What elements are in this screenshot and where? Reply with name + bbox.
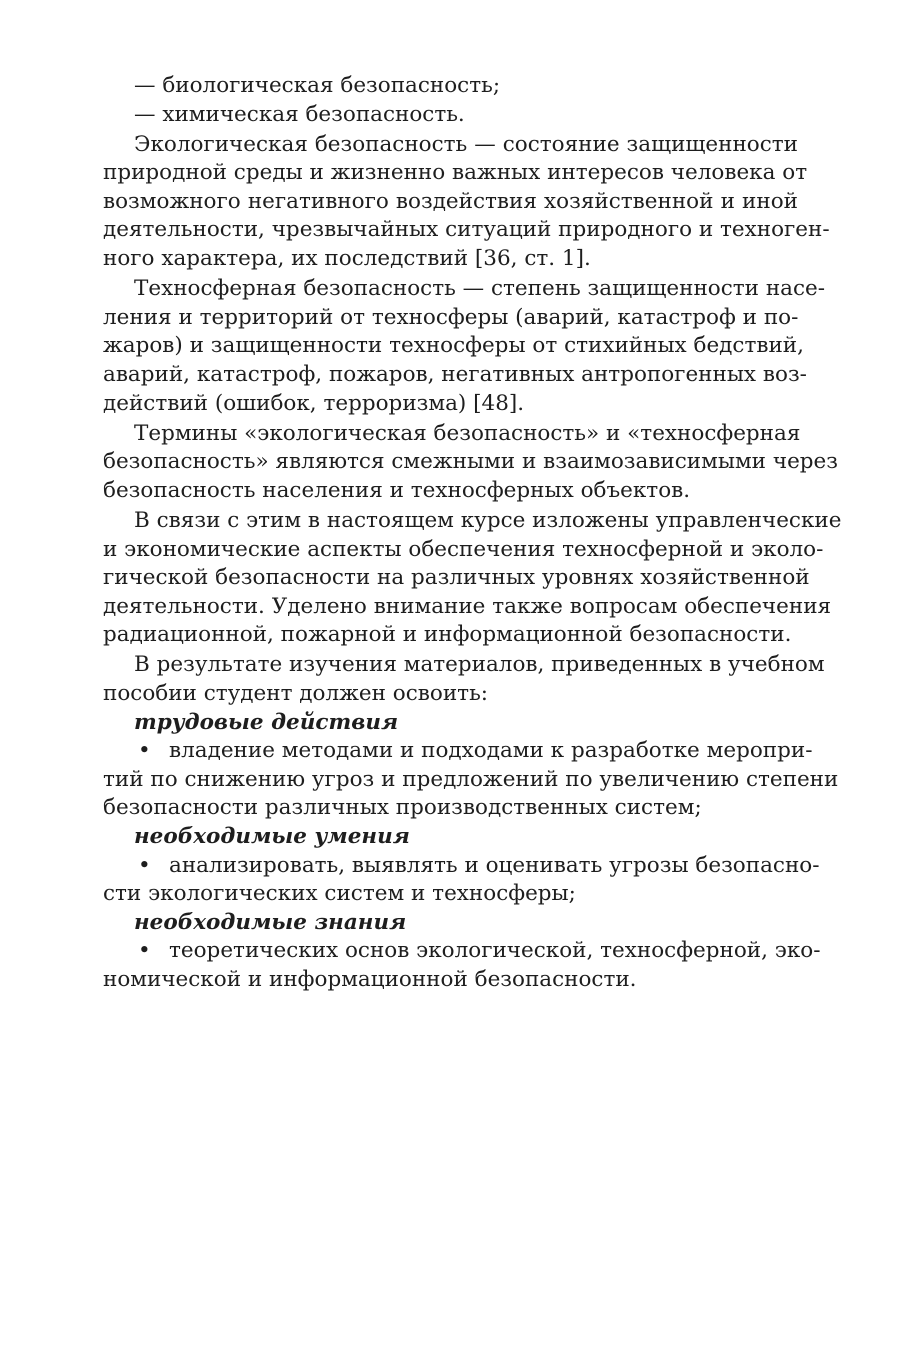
paragraph-line: сти экологических систем и техносферы; [103, 881, 576, 907]
paragraph-result [103, 651, 825, 708]
paragraph-terms [103, 420, 838, 506]
list-item: — химическая безопасность. [134, 101, 465, 127]
section-skills [103, 823, 820, 909]
paragraph-line: возможного негативного воздействия хозяйственной и иной [103, 188, 798, 214]
paragraph-line: В связи с этим в настоящем курсе изложены управленческие [134, 507, 842, 533]
paragraph-line: тий по снижению угроз и предложений по увеличению степени [103, 766, 839, 792]
paragraph-line: природной среды и жизненно важных интересов человека от [103, 160, 808, 186]
paragraph-line: действий (ошибок, терроризма) [48]. [103, 390, 525, 416]
section-heading: необходимые умения [134, 823, 410, 849]
bullet-line [103, 937, 821, 966]
document-page [103, 72, 842, 995]
paragraph-line: радиационной, пожарной и информационной безопасности. [103, 622, 792, 648]
paragraph-line: жаров) и защищенности техносферы от стихийных бедствий, [103, 333, 804, 359]
bullet-line [103, 852, 820, 881]
bullet-text: анализировать, выявлять и оценивать угрозы безопасно- [169, 852, 820, 878]
paragraph-line: Экологическая безопасность — состояние защищенности [134, 131, 798, 157]
list-item: — биологическая безопасность; [134, 73, 501, 98]
section-heading: трудовые действия [134, 709, 399, 735]
section-knowledge [103, 909, 821, 995]
paragraph-line: Техносферная безопасность — степень защищенности насе- [134, 276, 826, 302]
paragraph-line: Термины «экологическая безопасность» и «техносферная [134, 420, 801, 446]
paragraph-technosphere-safety [103, 275, 826, 418]
paragraph-line: ного характера, их последствий [36, ст. 1]. [103, 246, 591, 272]
paragraph-line: В результате изучения материалов, приведенных в учебном [134, 652, 825, 678]
paragraph-ecological-safety [103, 131, 830, 274]
paragraph-line: деятельности. Уделено внимание также вопросам обеспечения [103, 593, 832, 619]
bullet-icon: • [138, 738, 151, 764]
paragraph-line: номической и информационной безопасности. [103, 966, 637, 992]
bullet-text: владение методами и подходами к разработке меропри- [169, 738, 813, 764]
paragraph-line: ления и территорий от техносферы (аварий, катастроф и по- [103, 304, 799, 330]
bullet-icon: • [138, 852, 151, 878]
section-labor-actions [103, 709, 839, 823]
paragraph-line: безопасность» являются смежными и взаимозависимыми через [103, 449, 838, 475]
section-heading: необходимые знания [134, 909, 407, 935]
paragraph-line: деятельности, чрезвычайных ситуаций природного и техноген- [103, 217, 830, 243]
paragraph-line: пособии студент должен освоить: [103, 680, 489, 706]
paragraph-line: и экономические аспекты обеспечения техносферной и эколо- [103, 536, 824, 562]
paragraph-line: гической безопасности на различных уровнях хозяйственной [103, 565, 810, 591]
paragraph-line: безопасности различных производственных систем; [103, 795, 702, 821]
bullet-icon: • [138, 938, 151, 964]
bullet-line [103, 737, 813, 766]
bullet-text: теоретических основ экологической, техносферной, эко- [169, 938, 821, 964]
paragraph-course [103, 507, 842, 650]
paragraph-line: аварий, катастроф, пожаров, негативных антропогенных воз- [103, 361, 807, 387]
paragraph-line: безопасность населения и техносферных объектов. [103, 477, 691, 503]
